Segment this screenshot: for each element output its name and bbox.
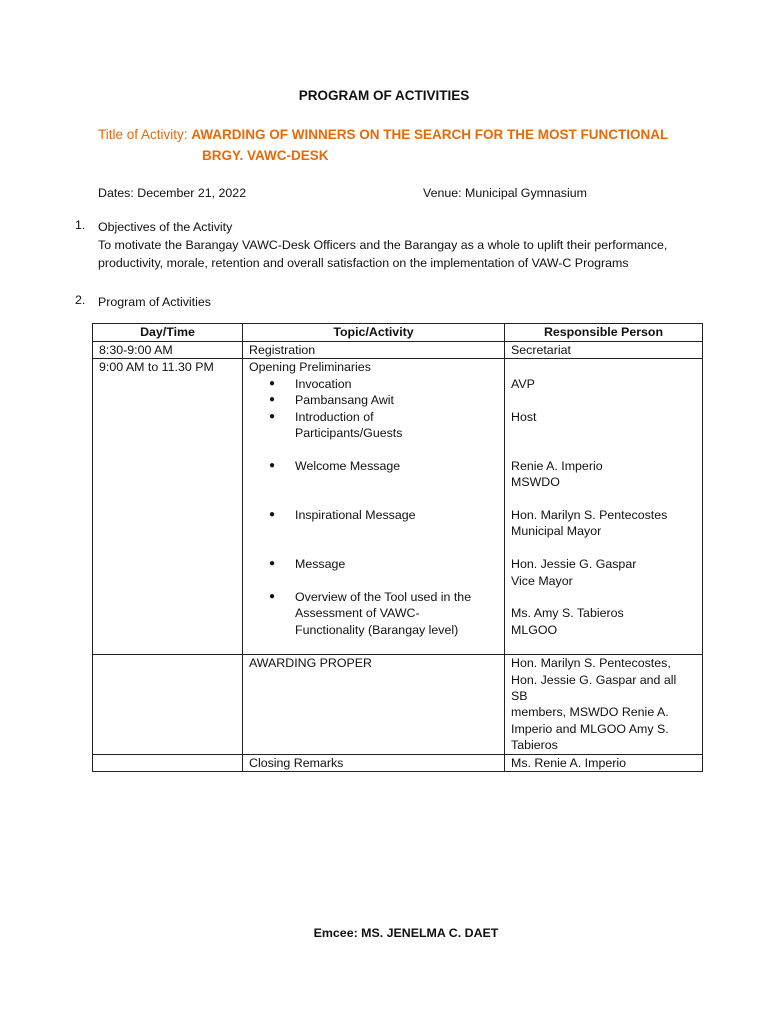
bullet-icon: ● — [268, 591, 276, 602]
program-table — [92, 323, 703, 772]
row3-person: Hon. Marilyn S. Pentecostes, Hon. Jessie G. Gaspar and all SB members, MSWDO Renie A. Imperio and MLGOO Amy S. Tabieros — [505, 655, 703, 754]
list-item: ● Overview of the Tool used in the Assessment of VAWC- Functionality (Barangay level) — [249, 589, 498, 638]
row2-topic-cell — [243, 359, 505, 655]
row2-person-cell — [505, 359, 703, 655]
header-topic-activity: Topic/Activity — [243, 324, 505, 342]
venue-text: Venue: Municipal Gymnasium — [423, 186, 587, 200]
activity-title-line-2: BRGY. VAWC-DESK — [202, 148, 329, 163]
page-title: PROGRAM OF ACTIVITIES — [298, 88, 470, 103]
header-responsible-person: Responsible Person — [505, 324, 703, 342]
person-welcome: Renie A. Imperio MSWDO — [511, 458, 603, 490]
row1-topic: Registration — [243, 342, 505, 359]
objective-line-2: productivity, morale, retention and overall satisfaction on the implementation of VAW-C Programs — [98, 256, 629, 270]
list-item: ● Pambansang Awit — [249, 392, 498, 408]
row3-time — [93, 655, 243, 754]
header-day-time: Day/Time — [93, 324, 243, 342]
section-1-number: 1. — [75, 218, 86, 232]
section-1-title: Objectives of the Activity — [98, 220, 233, 234]
activity-title-label: Title of Activity: — [98, 127, 192, 142]
bullet-icon: ● — [268, 459, 276, 471]
list-item: ● Inspirational Message — [249, 507, 498, 523]
person-avp: AVP — [511, 376, 535, 391]
table-header-row — [93, 324, 703, 342]
list-item: ● Introduction of Participants/Guests — [249, 409, 498, 442]
row4-person: Ms. Renie A. Imperio — [505, 754, 703, 771]
list-item: ● Invocation — [249, 376, 498, 392]
person-inspirational: Hon. Marilyn S. Pentecostes Municipal Mayor — [511, 507, 668, 539]
section-2-number: 2. — [75, 293, 86, 307]
table-row — [93, 655, 703, 754]
row4-topic: Closing Remarks — [243, 754, 505, 771]
row1-time: 8:30-9:00 AM — [93, 342, 243, 359]
person-overview: Ms. Amy S. Tabieros MLGOO — [511, 606, 624, 637]
bullet-icon: ● — [268, 377, 276, 389]
section-2-title: Program of Activities — [98, 295, 211, 309]
bullet-icon: ● — [268, 509, 276, 521]
list-item: ● Message — [249, 556, 498, 572]
emcee-text: Emcee: MS. JENELMA C. DAET — [313, 926, 499, 940]
row2-topic: Opening Preliminaries — [249, 360, 371, 375]
activity-title-line-1 — [98, 127, 668, 142]
bullet-icon: ● — [268, 394, 276, 406]
objective-line-1: To motivate the Barangay VAWC-Desk Officers and the Barangay as a whole to uplift their performance, — [98, 238, 668, 252]
dates-text: Dates: December 21, 2022 — [98, 186, 247, 200]
bullet-icon: ● — [268, 558, 276, 570]
row2-time: 9:00 AM to 11.30 PM — [93, 359, 243, 655]
row4-time — [93, 754, 243, 771]
list-item: ● Welcome Message — [249, 458, 498, 474]
person-message: Hon. Jessie G. Gaspar Vice Mayor — [511, 557, 637, 588]
table-row — [93, 359, 703, 655]
table-row — [93, 754, 703, 771]
bullet-icon: ● — [268, 410, 276, 422]
activity-title-text: AWARDING OF WINNERS ON THE SEARCH FOR THE MOST FUNCTIONAL — [191, 127, 669, 142]
person-host: Host — [511, 409, 537, 424]
table-row — [93, 342, 703, 359]
row1-person: Secretariat — [505, 342, 703, 359]
row3-topic: AWARDING PROPER — [243, 655, 505, 754]
